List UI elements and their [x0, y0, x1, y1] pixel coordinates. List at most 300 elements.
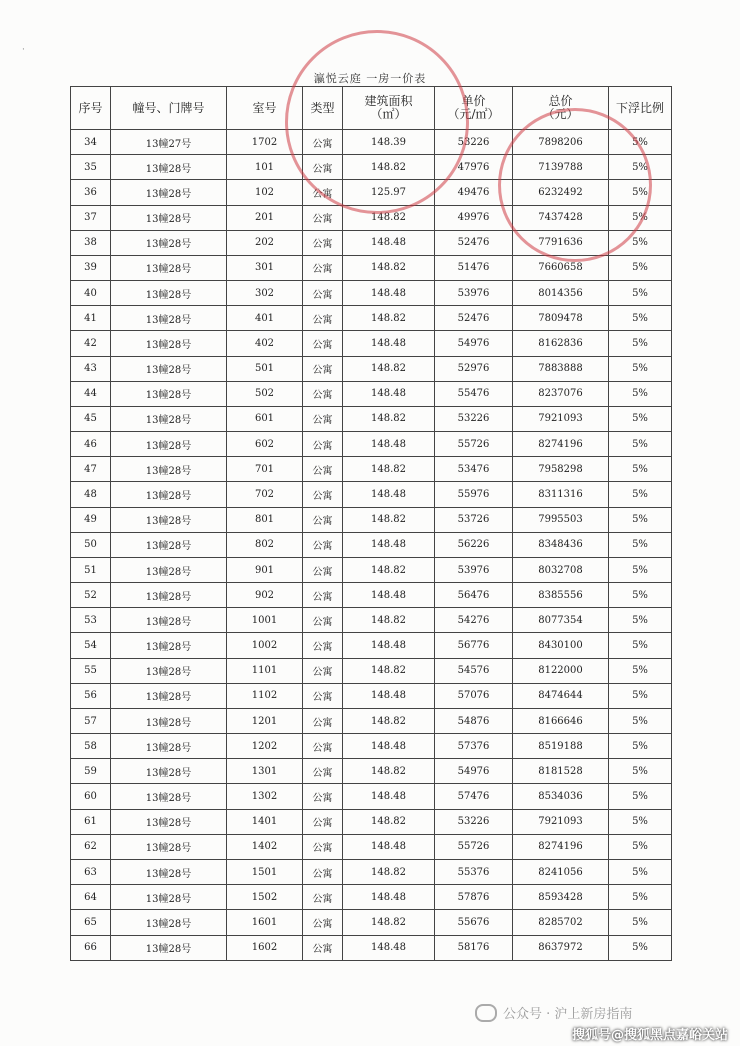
column-header: 单价 （元/㎡）	[435, 87, 513, 130]
table-row	[71, 583, 672, 608]
table-cell: 公寓	[303, 809, 343, 834]
table-cell: 53476	[435, 457, 513, 482]
table-cell: 202	[227, 230, 303, 255]
table-cell: 54976	[435, 759, 513, 784]
table-cell: 13幢28号	[111, 859, 227, 884]
table-cell: 52	[71, 583, 111, 608]
table-cell: 1402	[227, 834, 303, 859]
table-cell: 公寓	[303, 608, 343, 633]
table-cell: 13幢28号	[111, 708, 227, 733]
table-cell: 51	[71, 557, 111, 582]
table-cell: 5%	[609, 532, 672, 557]
table-row	[71, 532, 672, 557]
table-row	[71, 205, 672, 230]
table-cell: 5%	[609, 432, 672, 457]
table-cell: 公寓	[303, 532, 343, 557]
table-row	[71, 180, 672, 205]
table-row	[71, 306, 672, 331]
table-cell: 148.82	[343, 759, 435, 784]
table-cell: 13幢28号	[111, 406, 227, 431]
table-cell: 公寓	[303, 356, 343, 381]
table-cell: 148.82	[343, 205, 435, 230]
table-cell: 公寓	[303, 885, 343, 910]
column-header: 幢号、门牌号	[111, 87, 227, 130]
table-cell: 公寓	[303, 205, 343, 230]
table-cell: 148.48	[343, 834, 435, 859]
table-cell: 56776	[435, 633, 513, 658]
table-cell: 5%	[609, 557, 672, 582]
table-cell: 53226	[435, 809, 513, 834]
table-row	[71, 935, 672, 960]
corner-mark: ·	[22, 45, 25, 55]
table-cell: 公寓	[303, 759, 343, 784]
table-row	[71, 809, 672, 834]
table-cell: 7139788	[513, 155, 609, 180]
table-row	[71, 708, 672, 733]
table-cell: 7921093	[513, 809, 609, 834]
wechat-icon	[475, 1004, 497, 1022]
table-cell: 5%	[609, 910, 672, 935]
table-cell: 53976	[435, 281, 513, 306]
table-cell: 148.48	[343, 482, 435, 507]
table-cell: 5%	[609, 885, 672, 910]
table-cell: 公寓	[303, 683, 343, 708]
table-cell: 101	[227, 155, 303, 180]
table-cell: 1401	[227, 809, 303, 834]
table-cell: 1102	[227, 683, 303, 708]
table-cell: 148.48	[343, 532, 435, 557]
table-row	[71, 281, 672, 306]
table-cell: 5%	[609, 180, 672, 205]
table-cell: 8032708	[513, 557, 609, 582]
table-cell: 148.48	[343, 432, 435, 457]
table-cell: 43	[71, 356, 111, 381]
table-cell: 13幢28号	[111, 281, 227, 306]
table-cell: 5%	[609, 633, 672, 658]
table-cell: 34	[71, 130, 111, 155]
table-cell: 148.82	[343, 708, 435, 733]
table-cell: 5%	[609, 306, 672, 331]
table-cell: 8166646	[513, 708, 609, 733]
table-cell: 42	[71, 331, 111, 356]
table-cell: 901	[227, 557, 303, 582]
table-cell: 8274196	[513, 834, 609, 859]
table-cell: 5%	[609, 759, 672, 784]
table-cell: 57	[71, 708, 111, 733]
table-row	[71, 683, 672, 708]
table-cell: 5%	[609, 331, 672, 356]
table-cell: 148.82	[343, 457, 435, 482]
table-cell: 13幢28号	[111, 583, 227, 608]
table-cell: 56476	[435, 583, 513, 608]
table-cell: 8637972	[513, 935, 609, 960]
table-cell: 5%	[609, 205, 672, 230]
table-cell: 148.48	[343, 885, 435, 910]
table-cell: 13幢28号	[111, 331, 227, 356]
table-cell: 401	[227, 306, 303, 331]
table-cell: 148.48	[343, 633, 435, 658]
table-cell: 148.82	[343, 155, 435, 180]
table-cell: 5%	[609, 658, 672, 683]
sohu-watermark: 搜狐号@搜狐黑点嘉峪关站	[571, 1028, 728, 1043]
table-row	[71, 255, 672, 280]
table-cell: 102	[227, 180, 303, 205]
table-cell: 58176	[435, 935, 513, 960]
table-cell: 50	[71, 532, 111, 557]
table-cell: 64	[71, 885, 111, 910]
table-cell: 44	[71, 381, 111, 406]
table-row	[71, 734, 672, 759]
table-row	[71, 356, 672, 381]
table-cell: 5%	[609, 583, 672, 608]
table-cell: 7958298	[513, 457, 609, 482]
wechat-watermark	[475, 1003, 632, 1022]
table-cell: 148.82	[343, 910, 435, 935]
table-row	[71, 457, 672, 482]
table-cell: 56226	[435, 532, 513, 557]
table-cell: 46	[71, 432, 111, 457]
table-cell: 54576	[435, 658, 513, 683]
table-cell: 1602	[227, 935, 303, 960]
table-cell: 58	[71, 734, 111, 759]
table-cell: 公寓	[303, 834, 343, 859]
table-cell: 148.82	[343, 507, 435, 532]
table-cell: 5%	[609, 608, 672, 633]
table-cell: 5%	[609, 356, 672, 381]
table-cell: 148.82	[343, 809, 435, 834]
table-cell: 8534036	[513, 784, 609, 809]
table-cell: 148.82	[343, 255, 435, 280]
table-cell: 公寓	[303, 130, 343, 155]
table-cell: 49	[71, 507, 111, 532]
table-cell: 148.48	[343, 381, 435, 406]
table-cell: 5%	[609, 507, 672, 532]
table-cell: 201	[227, 205, 303, 230]
column-header: 总价 （元）	[513, 87, 609, 130]
table-cell: 1302	[227, 784, 303, 809]
table-cell: 公寓	[303, 734, 343, 759]
table-row	[71, 658, 672, 683]
table-cell: 5%	[609, 230, 672, 255]
table-cell: 公寓	[303, 180, 343, 205]
table-cell: 57876	[435, 885, 513, 910]
table-cell: 7809478	[513, 306, 609, 331]
table-cell: 302	[227, 281, 303, 306]
table-cell: 55726	[435, 432, 513, 457]
table-cell: 公寓	[303, 381, 343, 406]
table-cell: 5%	[609, 482, 672, 507]
table-cell: 702	[227, 482, 303, 507]
table-cell: 公寓	[303, 482, 343, 507]
table-cell: 55726	[435, 834, 513, 859]
table-cell: 57376	[435, 734, 513, 759]
table-cell: 公寓	[303, 255, 343, 280]
table-row	[71, 910, 672, 935]
column-header: 建筑面积 （㎡）	[343, 87, 435, 130]
table-cell: 13幢28号	[111, 230, 227, 255]
table-cell: 8311316	[513, 482, 609, 507]
table-cell: 8162836	[513, 331, 609, 356]
table-cell: 52476	[435, 306, 513, 331]
table-cell: 1301	[227, 759, 303, 784]
table-cell: 13幢28号	[111, 205, 227, 230]
table-cell: 1001	[227, 608, 303, 633]
column-header: 下浮比例	[609, 87, 672, 130]
table-cell: 148.82	[343, 557, 435, 582]
table-row	[71, 885, 672, 910]
table-cell: 52476	[435, 230, 513, 255]
table-cell: 53726	[435, 507, 513, 532]
table-cell: 148.48	[343, 281, 435, 306]
table-cell: 301	[227, 255, 303, 280]
table-cell: 501	[227, 356, 303, 381]
watermark-text: 公众号 · 沪上新房指南	[503, 1007, 633, 1022]
table-cell: 61	[71, 809, 111, 834]
table-cell: 5%	[609, 834, 672, 859]
table-cell: 38	[71, 230, 111, 255]
table-cell: 57476	[435, 784, 513, 809]
table-cell: 802	[227, 532, 303, 557]
table-cell: 148.48	[343, 734, 435, 759]
table-cell: 55476	[435, 381, 513, 406]
table-cell: 5%	[609, 708, 672, 733]
table-cell: 公寓	[303, 557, 343, 582]
header-row	[71, 87, 672, 130]
table-cell: 13幢28号	[111, 255, 227, 280]
table-cell: 402	[227, 331, 303, 356]
table-cell: 148.82	[343, 859, 435, 884]
table-cell: 公寓	[303, 457, 343, 482]
table-cell: 54	[71, 633, 111, 658]
table-cell: 55	[71, 658, 111, 683]
table-cell: 148.48	[343, 683, 435, 708]
table-cell: 13幢28号	[111, 734, 227, 759]
table-cell: 公寓	[303, 406, 343, 431]
table-cell: 5%	[609, 734, 672, 759]
column-header: 室号	[227, 87, 303, 130]
table-cell: 13幢28号	[111, 180, 227, 205]
table-cell: 8077354	[513, 608, 609, 633]
table-cell: 13幢28号	[111, 759, 227, 784]
table-cell: 148.82	[343, 406, 435, 431]
table-cell: 公寓	[303, 230, 343, 255]
table-cell: 40	[71, 281, 111, 306]
table-cell: 5%	[609, 809, 672, 834]
table-row	[71, 759, 672, 784]
table-cell: 13幢28号	[111, 809, 227, 834]
table-cell: 6232492	[513, 180, 609, 205]
table-cell: 13幢27号	[111, 130, 227, 155]
table-cell: 47	[71, 457, 111, 482]
table-cell: 5%	[609, 155, 672, 180]
table-cell: 5%	[609, 935, 672, 960]
table-cell: 13幢28号	[111, 935, 227, 960]
table-cell: 公寓	[303, 306, 343, 331]
table-cell: 公寓	[303, 432, 343, 457]
table-cell: 39	[71, 255, 111, 280]
table-cell: 8519188	[513, 734, 609, 759]
table-cell: 13幢28号	[111, 507, 227, 532]
table-cell: 公寓	[303, 583, 343, 608]
table-cell: 148.48	[343, 784, 435, 809]
table-cell: 53226	[435, 406, 513, 431]
table-cell: 5%	[609, 859, 672, 884]
table-cell: 601	[227, 406, 303, 431]
table-cell: 148.48	[343, 583, 435, 608]
table-cell: 13幢28号	[111, 532, 227, 557]
table-cell: 公寓	[303, 507, 343, 532]
table-cell: 502	[227, 381, 303, 406]
table-cell: 1202	[227, 734, 303, 759]
table-cell: 55676	[435, 910, 513, 935]
table-cell: 1702	[227, 130, 303, 155]
table-cell: 57076	[435, 683, 513, 708]
table-cell: 1002	[227, 633, 303, 658]
table-cell: 7437428	[513, 205, 609, 230]
table-cell: 60	[71, 784, 111, 809]
table-cell: 5%	[609, 255, 672, 280]
table-cell: 52976	[435, 356, 513, 381]
table-cell: 公寓	[303, 281, 343, 306]
table-cell: 51476	[435, 255, 513, 280]
table-cell: 54876	[435, 708, 513, 733]
table-row	[71, 130, 672, 155]
table-cell: 49476	[435, 180, 513, 205]
table-cell: 41	[71, 306, 111, 331]
table-cell: 8593428	[513, 885, 609, 910]
table-cell: 13幢28号	[111, 658, 227, 683]
column-header: 类型	[303, 87, 343, 130]
table-cell: 13幢28号	[111, 306, 227, 331]
table-cell: 5%	[609, 683, 672, 708]
table-row	[71, 608, 672, 633]
table-cell: 5%	[609, 406, 672, 431]
table-cell: 801	[227, 507, 303, 532]
table-cell: 8274196	[513, 432, 609, 457]
table-cell: 8122000	[513, 658, 609, 683]
table-cell: 148.82	[343, 306, 435, 331]
table-cell: 8237076	[513, 381, 609, 406]
table-cell: 148.48	[343, 331, 435, 356]
table-cell: 13幢28号	[111, 633, 227, 658]
table-cell: 53	[71, 608, 111, 633]
table-cell: 公寓	[303, 935, 343, 960]
table-cell: 13幢28号	[111, 683, 227, 708]
table-cell: 53226	[435, 130, 513, 155]
table-row	[71, 557, 672, 582]
table-cell: 7995503	[513, 507, 609, 532]
price-table	[70, 86, 672, 961]
table-cell: 54976	[435, 331, 513, 356]
table-cell: 5%	[609, 281, 672, 306]
table-cell: 13幢28号	[111, 608, 227, 633]
table-cell: 8181528	[513, 759, 609, 784]
column-header: 序号	[71, 87, 111, 130]
table-cell: 1502	[227, 885, 303, 910]
table-cell: 55976	[435, 482, 513, 507]
table-cell: 8241056	[513, 859, 609, 884]
table-cell: 5%	[609, 381, 672, 406]
table-cell: 公寓	[303, 859, 343, 884]
table-row	[71, 432, 672, 457]
table-cell: 公寓	[303, 784, 343, 809]
table-cell: 1201	[227, 708, 303, 733]
table-cell: 65	[71, 910, 111, 935]
table-row	[71, 331, 672, 356]
table-cell: 13幢28号	[111, 784, 227, 809]
table-cell: 8285702	[513, 910, 609, 935]
table-cell: 148.82	[343, 608, 435, 633]
table-cell: 125.97	[343, 180, 435, 205]
table-cell: 148.39	[343, 130, 435, 155]
table-cell: 1101	[227, 658, 303, 683]
table-row	[71, 155, 672, 180]
table-cell: 公寓	[303, 910, 343, 935]
table-row	[71, 230, 672, 255]
table-cell: 148.48	[343, 935, 435, 960]
table-cell: 54276	[435, 608, 513, 633]
table-cell: 公寓	[303, 331, 343, 356]
table-row	[71, 507, 672, 532]
table-cell: 5%	[609, 457, 672, 482]
table-cell: 59	[71, 759, 111, 784]
table-cell: 47976	[435, 155, 513, 180]
table-row	[71, 381, 672, 406]
table-cell: 13幢28号	[111, 885, 227, 910]
table-cell: 148.82	[343, 356, 435, 381]
table-cell: 701	[227, 457, 303, 482]
table-cell: 62	[71, 834, 111, 859]
table-cell: 1601	[227, 910, 303, 935]
table-cell: 66	[71, 935, 111, 960]
table-row	[71, 834, 672, 859]
table-cell: 13幢28号	[111, 834, 227, 859]
table-cell: 公寓	[303, 155, 343, 180]
table-cell: 13幢28号	[111, 482, 227, 507]
table-cell: 13幢28号	[111, 910, 227, 935]
table-cell: 7660658	[513, 255, 609, 280]
table-cell: 13幢28号	[111, 356, 227, 381]
table-cell: 13幢28号	[111, 381, 227, 406]
table-row	[71, 406, 672, 431]
table-cell: 48	[71, 482, 111, 507]
table-cell: 8385556	[513, 583, 609, 608]
table-cell: 13幢28号	[111, 155, 227, 180]
table-cell: 5%	[609, 784, 672, 809]
table-cell: 45	[71, 406, 111, 431]
table-cell: 148.82	[343, 658, 435, 683]
table-cell: 8430100	[513, 633, 609, 658]
table-cell: 5%	[609, 130, 672, 155]
document-title: 瀛悦云庭 一房一价表	[0, 70, 740, 87]
table-row	[71, 784, 672, 809]
table-cell: 37	[71, 205, 111, 230]
table-cell: 13幢28号	[111, 457, 227, 482]
table-cell: 63	[71, 859, 111, 884]
table-cell: 8474644	[513, 683, 609, 708]
table-cell: 53976	[435, 557, 513, 582]
table-cell: 7898206	[513, 130, 609, 155]
table-cell: 7791636	[513, 230, 609, 255]
table-cell: 7883888	[513, 356, 609, 381]
table-cell: 602	[227, 432, 303, 457]
table-cell: 1501	[227, 859, 303, 884]
table-cell: 55376	[435, 859, 513, 884]
table-cell: 公寓	[303, 658, 343, 683]
table-cell: 8014356	[513, 281, 609, 306]
table-cell: 35	[71, 155, 111, 180]
table-row	[71, 633, 672, 658]
